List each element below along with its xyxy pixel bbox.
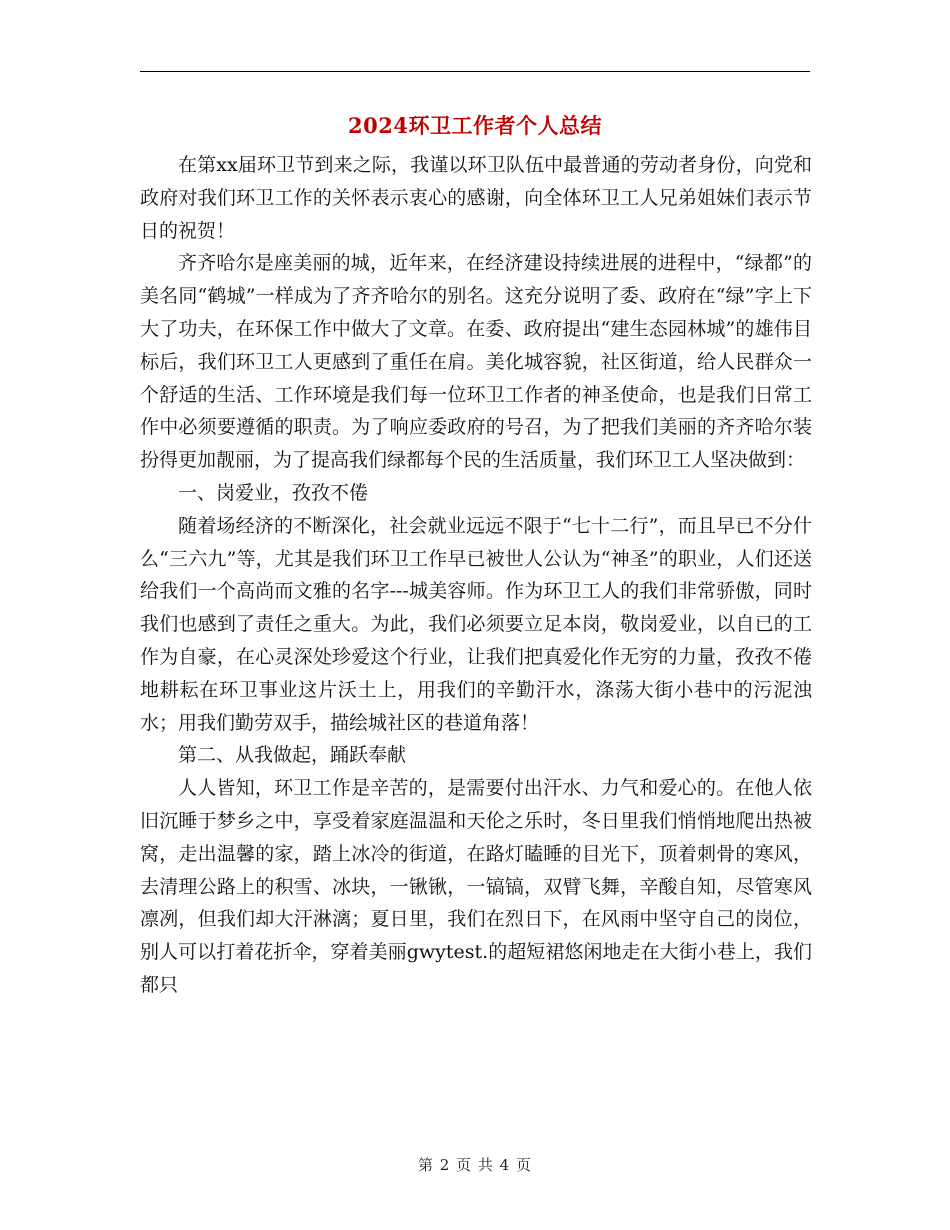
page-number-footer: 第 2 页 共 4 页 [418, 1156, 532, 1174]
paragraph-intro: 在第xx届环卫节到来之际，我谨以环卫队伍中最普通的劳动者身份，向党和政府对我们环卫工作的关怀表示衷心的感谢，向全体环卫工人兄弟姐妹们表示节日的祝贺！ [140, 154, 812, 242]
section-heading-1: 一、岗爱业，孜孜不倦 [178, 481, 369, 504]
document-body [140, 149, 812, 1002]
paragraph-section-1: 随着场经济的不断深化，社会就业远远不限于“七十二行”，而且早已不分什么“三六九”等，尤其是我们环卫工作早已被世人公认为“神圣”的职业，人们还送给我们一个高尚而文雅的名字---城美容师。作为环卫工人的我们非常骄傲，同时我们也感到了责任之重大。为此，我们必须要立足本岗，敬岗爱业，以自已的工作为自豪，在心灵深处珍爱这个行业，让我们把真爱化作无穷的力量，孜孜不倦地耕耘在环卫事业这片沃土上，用我们的辛勤汗水，涤荡大街小巷中的污泥浊水；用我们勤劳双手，描绘城社区的巷道角落！ [140, 514, 812, 734]
header-rule [140, 71, 810, 72]
document-title: 2024环卫工作者个人总结 [348, 113, 602, 138]
section-heading-2: 第二、从我做起，踊跃奉献 [178, 744, 407, 767]
paragraph-section-2: 人人皆知，环卫工作是辛苦的，是需要付出汗水、力气和爱心的。在他人依旧沉睡于梦乡之中，享受着家庭温温和天伦之乐时，冬日里我们悄悄地爬出热被窝，走出温馨的家，踏上冰冷的街道，在路灯瞌睡的目光下，顶着刺骨的寒风，去清理公路上的积雪、冰块，一锹锹，一镐镐，双臂飞舞，辛酸自知，尽管寒风凛冽，但我们却大汗淋漓；夏日里，我们在烈日下，在风雨中坚守自己的岗位，别人可以打着花折伞，穿着美丽gwytest.的超短裙悠闲地走在大街小巷上，我们都只 [140, 777, 812, 996]
paragraph-city: 齐齐哈尔是座美丽的城，近年来，在经济建设持续进展的进程中，“绿都”的美名同“鹤城”一样成为了齐齐哈尔的别名。这充分说明了委、政府在“绿”字上下大了功夫，在环保工作中做大了文章。在委、政府提出“建生态园林城”的雄伟目标后，我们环卫工人更感到了重任在肩。美化城容貌，社区街道，给人民群众一个舒适的生活、工作环境是我们每一位环卫工作者的神圣使命，也是我们日常工作中必须要遵循的职责。为了响应委政府的号召，为了把我们美丽的齐齐哈尔装扮得更加靓丽，为了提高我们绿都每个民的生活质量，我们环卫工人坚决做到： [140, 252, 812, 472]
